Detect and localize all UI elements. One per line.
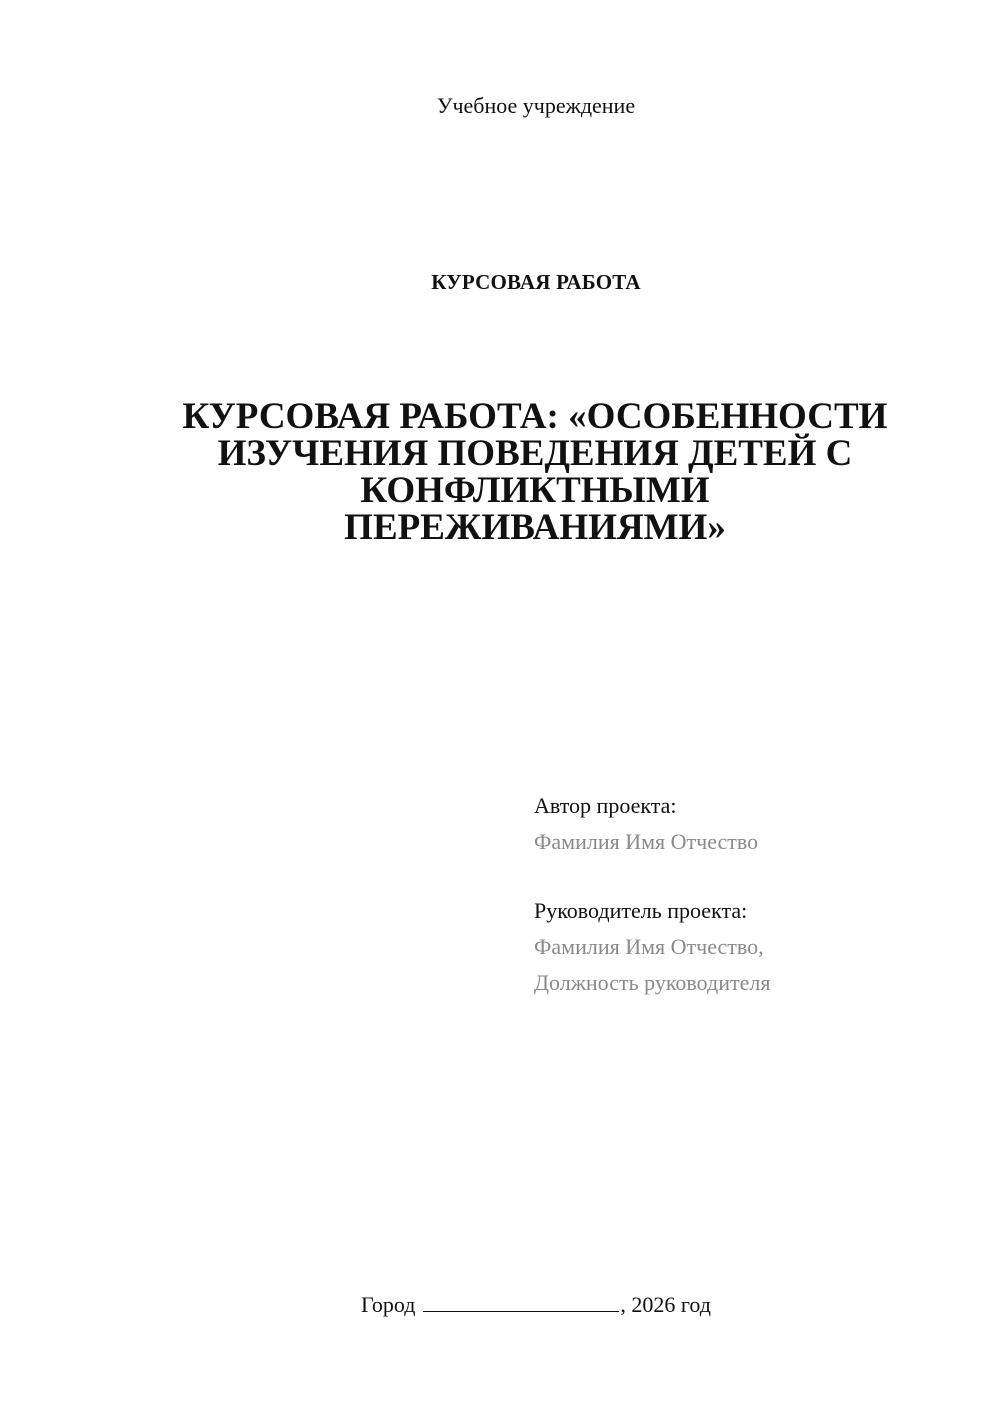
city-year-footer — [0, 1290, 1000, 1320]
author-label: Автор проекта: — [534, 793, 677, 818]
title-line: ИЗУЧЕНИЯ ПОВЕДЕНИЯ ДЕТЕЙ С — [217, 433, 853, 474]
city-blank-line — [423, 1291, 619, 1312]
year-text: , 2026 год — [620, 1292, 711, 1317]
work-type-heading: КУРСОВАЯ РАБОТА — [431, 270, 641, 294]
city-label: Город — [361, 1292, 416, 1317]
author-name-placeholder: Фамилия Имя Отчество — [534, 829, 759, 854]
title-line: КОНФЛИКТНЫМИ — [360, 470, 710, 511]
author-block — [534, 788, 954, 860]
main-title — [150, 398, 920, 546]
supervisor-name-placeholder: Фамилия Имя Отчество, — [534, 934, 764, 959]
supervisor-position-placeholder: Должность руководителя — [534, 970, 771, 995]
supervisor-block — [534, 893, 954, 1001]
title-line: ПЕРЕЖИВАНИЯМИ» — [344, 507, 726, 548]
supervisor-label: Руководитель проекта: — [534, 898, 748, 923]
institution-name: Учебное учреждение — [436, 93, 636, 118]
title-line: КУРСОВАЯ РАБОТА: «ОСОБЕННОСТИ — [182, 396, 888, 437]
